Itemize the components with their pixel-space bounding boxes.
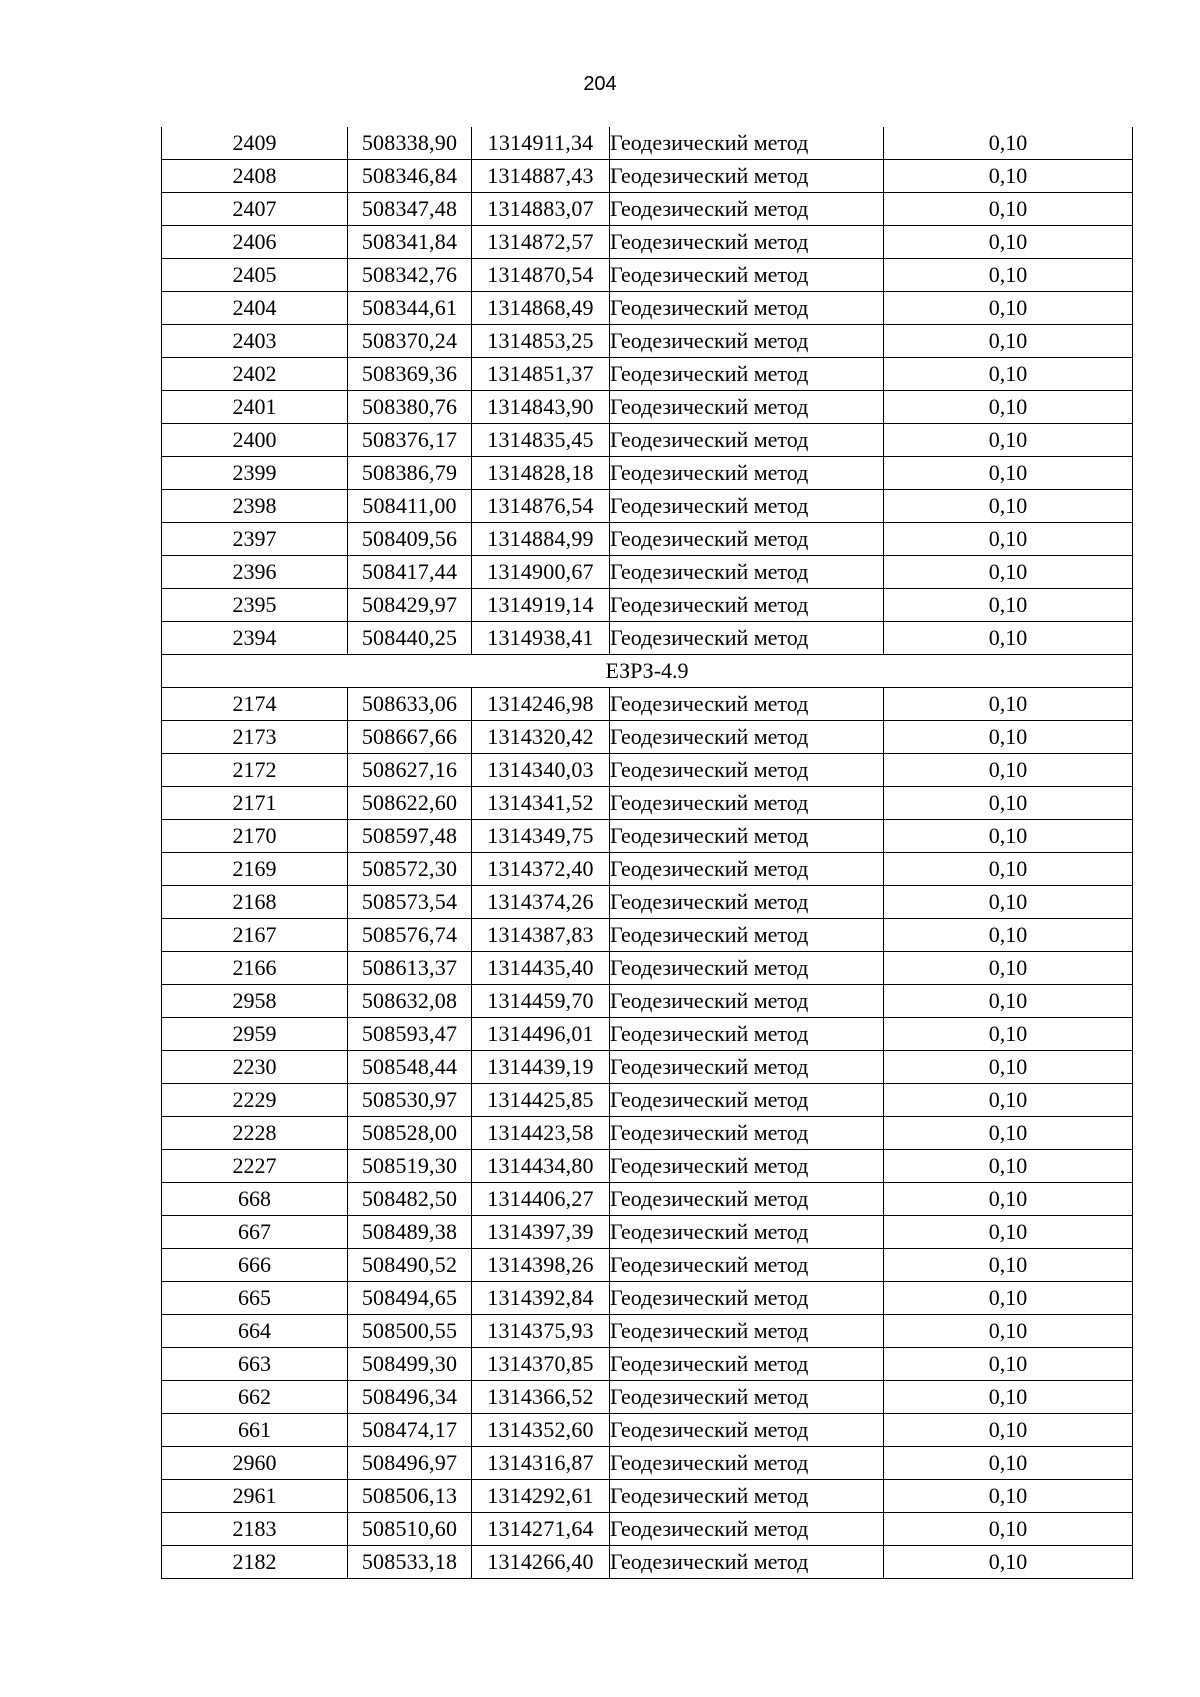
x-coordinate-cell: 508622,60 <box>348 787 472 820</box>
point-number-cell: 2396 <box>162 556 348 589</box>
point-number-cell: 2404 <box>162 292 348 325</box>
table-row <box>162 523 1133 556</box>
table-row <box>162 1183 1133 1216</box>
accuracy-cell: 0,10 <box>884 1084 1133 1117</box>
x-coordinate-cell: 508429,97 <box>348 589 472 622</box>
table-row <box>162 490 1133 523</box>
x-coordinate-cell: 508528,00 <box>348 1117 472 1150</box>
method-cell: Геодезический метод <box>610 1249 884 1282</box>
x-coordinate-cell: 508530,97 <box>348 1084 472 1117</box>
point-number-cell: 2183 <box>162 1513 348 1546</box>
accuracy-cell: 0,10 <box>884 589 1133 622</box>
table-row <box>162 358 1133 391</box>
x-coordinate-cell: 508376,17 <box>348 424 472 457</box>
coordinates-table <box>161 127 1133 1579</box>
accuracy-cell: 0,10 <box>884 1315 1133 1348</box>
point-number-cell: 2395 <box>162 589 348 622</box>
accuracy-cell: 0,10 <box>884 292 1133 325</box>
point-number-cell: 2167 <box>162 919 348 952</box>
accuracy-cell: 0,10 <box>884 226 1133 259</box>
x-coordinate-cell: 508510,60 <box>348 1513 472 1546</box>
y-coordinate-cell: 1314884,99 <box>472 523 610 556</box>
y-coordinate-cell: 1314423,58 <box>472 1117 610 1150</box>
accuracy-cell: 0,10 <box>884 1348 1133 1381</box>
method-cell: Геодезический метод <box>610 1546 884 1579</box>
table-row <box>162 1546 1133 1579</box>
table-row <box>162 391 1133 424</box>
point-number-cell: 2400 <box>162 424 348 457</box>
point-number-cell: 2169 <box>162 853 348 886</box>
x-coordinate-cell: 508386,79 <box>348 457 472 490</box>
y-coordinate-cell: 1314919,14 <box>472 589 610 622</box>
y-coordinate-cell: 1314320,42 <box>472 721 610 754</box>
x-coordinate-cell: 508667,66 <box>348 721 472 754</box>
accuracy-cell: 0,10 <box>884 754 1133 787</box>
y-coordinate-cell: 1314435,40 <box>472 952 610 985</box>
table-row <box>162 589 1133 622</box>
table-row <box>162 226 1133 259</box>
y-coordinate-cell: 1314366,52 <box>472 1381 610 1414</box>
method-cell: Геодезический метод <box>610 259 884 292</box>
table-row <box>162 721 1133 754</box>
table-row <box>162 1018 1133 1051</box>
y-coordinate-cell: 1314341,52 <box>472 787 610 820</box>
table-row <box>162 1480 1133 1513</box>
method-cell: Геодезический метод <box>610 391 884 424</box>
point-number-cell: 663 <box>162 1348 348 1381</box>
method-cell: Геодезический метод <box>610 457 884 490</box>
coordinates-table-body <box>162 127 1133 1579</box>
table-row <box>162 919 1133 952</box>
method-cell: Геодезический метод <box>610 721 884 754</box>
point-number-cell: 665 <box>162 1282 348 1315</box>
method-cell: Геодезический метод <box>610 193 884 226</box>
x-coordinate-cell: 508597,48 <box>348 820 472 853</box>
point-number-cell: 2961 <box>162 1480 348 1513</box>
method-cell: Геодезический метод <box>610 787 884 820</box>
section-title: ЕЗРЗ-4.9 <box>162 655 1133 688</box>
y-coordinate-cell: 1314835,45 <box>472 424 610 457</box>
accuracy-cell: 0,10 <box>884 853 1133 886</box>
table-row <box>162 886 1133 919</box>
point-number-cell: 2227 <box>162 1150 348 1183</box>
accuracy-cell: 0,10 <box>884 820 1133 853</box>
table-row <box>162 820 1133 853</box>
point-number-cell: 2394 <box>162 622 348 655</box>
point-number-cell: 2399 <box>162 457 348 490</box>
point-number-cell: 2172 <box>162 754 348 787</box>
accuracy-cell: 0,10 <box>884 688 1133 721</box>
accuracy-cell: 0,10 <box>884 1513 1133 1546</box>
x-coordinate-cell: 508347,48 <box>348 193 472 226</box>
table-row <box>162 688 1133 721</box>
point-number-cell: 2403 <box>162 325 348 358</box>
method-cell: Геодезический метод <box>610 1018 884 1051</box>
method-cell: Геодезический метод <box>610 1513 884 1546</box>
x-coordinate-cell: 508496,97 <box>348 1447 472 1480</box>
x-coordinate-cell: 508380,76 <box>348 391 472 424</box>
y-coordinate-cell: 1314374,26 <box>472 886 610 919</box>
y-coordinate-cell: 1314292,61 <box>472 1480 610 1513</box>
method-cell: Геодезический метод <box>610 1414 884 1447</box>
method-cell: Геодезический метод <box>610 952 884 985</box>
table-row <box>162 1117 1133 1150</box>
point-number-cell: 666 <box>162 1249 348 1282</box>
accuracy-cell: 0,10 <box>884 985 1133 1018</box>
x-coordinate-cell: 508489,38 <box>348 1216 472 1249</box>
x-coordinate-cell: 508573,54 <box>348 886 472 919</box>
y-coordinate-cell: 1314372,40 <box>472 853 610 886</box>
accuracy-cell: 0,10 <box>884 193 1133 226</box>
point-number-cell: 2166 <box>162 952 348 985</box>
method-cell: Геодезический метод <box>610 853 884 886</box>
method-cell: Геодезический метод <box>610 1480 884 1513</box>
table-row <box>162 1084 1133 1117</box>
y-coordinate-cell: 1314870,54 <box>472 259 610 292</box>
method-cell: Геодезический метод <box>610 127 884 160</box>
method-cell: Геодезический метод <box>610 523 884 556</box>
y-coordinate-cell: 1314271,64 <box>472 1513 610 1546</box>
y-coordinate-cell: 1314406,27 <box>472 1183 610 1216</box>
accuracy-cell: 0,10 <box>884 1117 1133 1150</box>
method-cell: Геодезический метод <box>610 919 884 952</box>
y-coordinate-cell: 1314853,25 <box>472 325 610 358</box>
y-coordinate-cell: 1314439,19 <box>472 1051 610 1084</box>
accuracy-cell: 0,10 <box>884 919 1133 952</box>
method-cell: Геодезический метод <box>610 1381 884 1414</box>
accuracy-cell: 0,10 <box>884 556 1133 589</box>
point-number-cell: 2228 <box>162 1117 348 1150</box>
point-number-cell: 2409 <box>162 127 348 160</box>
table-row <box>162 1216 1133 1249</box>
x-coordinate-cell: 508370,24 <box>348 325 472 358</box>
accuracy-cell: 0,10 <box>884 391 1133 424</box>
method-cell: Геодезический метод <box>610 886 884 919</box>
y-coordinate-cell: 1314266,40 <box>472 1546 610 1579</box>
accuracy-cell: 0,10 <box>884 1216 1133 1249</box>
accuracy-cell: 0,10 <box>884 523 1133 556</box>
x-coordinate-cell: 508548,44 <box>348 1051 472 1084</box>
y-coordinate-cell: 1314883,07 <box>472 193 610 226</box>
x-coordinate-cell: 508506,13 <box>348 1480 472 1513</box>
accuracy-cell: 0,10 <box>884 1150 1133 1183</box>
x-coordinate-cell: 508500,55 <box>348 1315 472 1348</box>
x-coordinate-cell: 508409,56 <box>348 523 472 556</box>
point-number-cell: 2406 <box>162 226 348 259</box>
y-coordinate-cell: 1314370,85 <box>472 1348 610 1381</box>
point-number-cell: 2408 <box>162 160 348 193</box>
y-coordinate-cell: 1314340,03 <box>472 754 610 787</box>
method-cell: Геодезический метод <box>610 358 884 391</box>
method-cell: Геодезический метод <box>610 1282 884 1315</box>
x-coordinate-cell: 508496,34 <box>348 1381 472 1414</box>
page-number: 204 <box>583 73 617 95</box>
point-number-cell: 2182 <box>162 1546 348 1579</box>
y-coordinate-cell: 1314876,54 <box>472 490 610 523</box>
x-coordinate-cell: 508533,18 <box>348 1546 472 1579</box>
point-number-cell: 667 <box>162 1216 348 1249</box>
method-cell: Геодезический метод <box>610 1084 884 1117</box>
y-coordinate-cell: 1314911,34 <box>472 127 610 160</box>
method-cell: Геодезический метод <box>610 1348 884 1381</box>
accuracy-cell: 0,10 <box>884 358 1133 391</box>
y-coordinate-cell: 1314872,57 <box>472 226 610 259</box>
accuracy-cell: 0,10 <box>884 721 1133 754</box>
point-number-cell: 2168 <box>162 886 348 919</box>
table-row <box>162 556 1133 589</box>
point-number-cell: 661 <box>162 1414 348 1447</box>
point-number-cell: 2402 <box>162 358 348 391</box>
point-number-cell: 662 <box>162 1381 348 1414</box>
y-coordinate-cell: 1314352,60 <box>472 1414 610 1447</box>
table-row <box>162 1513 1133 1546</box>
x-coordinate-cell: 508494,65 <box>348 1282 472 1315</box>
x-coordinate-cell: 508633,06 <box>348 688 472 721</box>
accuracy-cell: 0,10 <box>884 1546 1133 1579</box>
point-number-cell: 2174 <box>162 688 348 721</box>
accuracy-cell: 0,10 <box>884 1051 1133 1084</box>
x-coordinate-cell: 508346,84 <box>348 160 472 193</box>
y-coordinate-cell: 1314349,75 <box>472 820 610 853</box>
point-number-cell: 2401 <box>162 391 348 424</box>
y-coordinate-cell: 1314397,39 <box>472 1216 610 1249</box>
accuracy-cell: 0,10 <box>884 1282 1133 1315</box>
accuracy-cell: 0,10 <box>884 787 1133 820</box>
x-coordinate-cell: 508613,37 <box>348 952 472 985</box>
y-coordinate-cell: 1314900,67 <box>472 556 610 589</box>
point-number-cell: 2959 <box>162 1018 348 1051</box>
method-cell: Геодезический метод <box>610 589 884 622</box>
accuracy-cell: 0,10 <box>884 1018 1133 1051</box>
x-coordinate-cell: 508482,50 <box>348 1183 472 1216</box>
table-row <box>162 325 1133 358</box>
method-cell: Геодезический метод <box>610 325 884 358</box>
x-coordinate-cell: 508490,52 <box>348 1249 472 1282</box>
table-row <box>162 424 1133 457</box>
accuracy-cell: 0,10 <box>884 325 1133 358</box>
y-coordinate-cell: 1314459,70 <box>472 985 610 1018</box>
x-coordinate-cell: 508627,16 <box>348 754 472 787</box>
method-cell: Геодезический метод <box>610 688 884 721</box>
table-row <box>162 127 1133 160</box>
accuracy-cell: 0,10 <box>884 457 1133 490</box>
method-cell: Геодезический метод <box>610 292 884 325</box>
point-number-cell: 2397 <box>162 523 348 556</box>
method-cell: Геодезический метод <box>610 1051 884 1084</box>
x-coordinate-cell: 508411,00 <box>348 490 472 523</box>
method-cell: Геодезический метод <box>610 490 884 523</box>
x-coordinate-cell: 508341,84 <box>348 226 472 259</box>
table-row <box>162 985 1133 1018</box>
table-row <box>162 1414 1133 1447</box>
x-coordinate-cell: 508632,08 <box>348 985 472 1018</box>
x-coordinate-cell: 508417,44 <box>348 556 472 589</box>
point-number-cell: 2958 <box>162 985 348 1018</box>
accuracy-cell: 0,10 <box>884 490 1133 523</box>
table-row <box>162 160 1133 193</box>
accuracy-cell: 0,10 <box>884 1381 1133 1414</box>
x-coordinate-cell: 508499,30 <box>348 1348 472 1381</box>
method-cell: Геодезический метод <box>610 1183 884 1216</box>
method-cell: Геодезический метод <box>610 1216 884 1249</box>
method-cell: Геодезический метод <box>610 556 884 589</box>
point-number-cell: 2407 <box>162 193 348 226</box>
y-coordinate-cell: 1314851,37 <box>472 358 610 391</box>
y-coordinate-cell: 1314375,93 <box>472 1315 610 1348</box>
y-coordinate-cell: 1314868,49 <box>472 292 610 325</box>
table-row <box>162 952 1133 985</box>
accuracy-cell: 0,10 <box>884 1480 1133 1513</box>
y-coordinate-cell: 1314392,84 <box>472 1282 610 1315</box>
x-coordinate-cell: 508519,30 <box>348 1150 472 1183</box>
point-number-cell: 2229 <box>162 1084 348 1117</box>
y-coordinate-cell: 1314887,43 <box>472 160 610 193</box>
method-cell: Геодезический метод <box>610 1447 884 1480</box>
table-row <box>162 622 1133 655</box>
point-number-cell: 668 <box>162 1183 348 1216</box>
table-row <box>162 787 1133 820</box>
x-coordinate-cell: 508474,17 <box>348 1414 472 1447</box>
y-coordinate-cell: 1314938,41 <box>472 622 610 655</box>
table-row <box>162 457 1133 490</box>
method-cell: Геодезический метод <box>610 1117 884 1150</box>
x-coordinate-cell: 508342,76 <box>348 259 472 292</box>
table-row <box>162 1447 1133 1480</box>
y-coordinate-cell: 1314828,18 <box>472 457 610 490</box>
accuracy-cell: 0,10 <box>884 424 1133 457</box>
table-row <box>162 1315 1133 1348</box>
x-coordinate-cell: 508593,47 <box>348 1018 472 1051</box>
method-cell: Геодезический метод <box>610 820 884 853</box>
y-coordinate-cell: 1314398,26 <box>472 1249 610 1282</box>
accuracy-cell: 0,10 <box>884 952 1133 985</box>
table-row <box>162 1282 1133 1315</box>
accuracy-cell: 0,10 <box>884 1249 1133 1282</box>
table-row <box>162 1051 1133 1084</box>
point-number-cell: 2173 <box>162 721 348 754</box>
accuracy-cell: 0,10 <box>884 622 1133 655</box>
table-row <box>162 1348 1133 1381</box>
method-cell: Геодезический метод <box>610 160 884 193</box>
method-cell: Геодезический метод <box>610 1315 884 1348</box>
accuracy-cell: 0,10 <box>884 1447 1133 1480</box>
table-row <box>162 754 1133 787</box>
y-coordinate-cell: 1314843,90 <box>472 391 610 424</box>
accuracy-cell: 0,10 <box>884 886 1133 919</box>
method-cell: Геодезический метод <box>610 226 884 259</box>
accuracy-cell: 0,10 <box>884 1414 1133 1447</box>
table-row <box>162 1249 1133 1282</box>
section-header-row <box>162 655 1133 688</box>
accuracy-cell: 0,10 <box>884 160 1133 193</box>
accuracy-cell: 0,10 <box>884 1183 1133 1216</box>
point-number-cell: 2960 <box>162 1447 348 1480</box>
method-cell: Геодезический метод <box>610 622 884 655</box>
point-number-cell: 664 <box>162 1315 348 1348</box>
point-number-cell: 2398 <box>162 490 348 523</box>
x-coordinate-cell: 508576,74 <box>348 919 472 952</box>
x-coordinate-cell: 508572,30 <box>348 853 472 886</box>
y-coordinate-cell: 1314434,80 <box>472 1150 610 1183</box>
point-number-cell: 2170 <box>162 820 348 853</box>
table-row <box>162 853 1133 886</box>
method-cell: Геодезический метод <box>610 424 884 457</box>
y-coordinate-cell: 1314496,01 <box>472 1018 610 1051</box>
table-row <box>162 1381 1133 1414</box>
accuracy-cell: 0,10 <box>884 259 1133 292</box>
table-row <box>162 259 1133 292</box>
x-coordinate-cell: 508440,25 <box>348 622 472 655</box>
method-cell: Геодезический метод <box>610 985 884 1018</box>
point-number-cell: 2405 <box>162 259 348 292</box>
table-row <box>162 292 1133 325</box>
y-coordinate-cell: 1314246,98 <box>472 688 610 721</box>
point-number-cell: 2171 <box>162 787 348 820</box>
x-coordinate-cell: 508344,61 <box>348 292 472 325</box>
y-coordinate-cell: 1314387,83 <box>472 919 610 952</box>
method-cell: Геодезический метод <box>610 1150 884 1183</box>
x-coordinate-cell: 508369,36 <box>348 358 472 391</box>
method-cell: Геодезический метод <box>610 754 884 787</box>
y-coordinate-cell: 1314316,87 <box>472 1447 610 1480</box>
table-row <box>162 1150 1133 1183</box>
y-coordinate-cell: 1314425,85 <box>472 1084 610 1117</box>
table-row <box>162 193 1133 226</box>
accuracy-cell: 0,10 <box>884 127 1133 160</box>
x-coordinate-cell: 508338,90 <box>348 127 472 160</box>
point-number-cell: 2230 <box>162 1051 348 1084</box>
